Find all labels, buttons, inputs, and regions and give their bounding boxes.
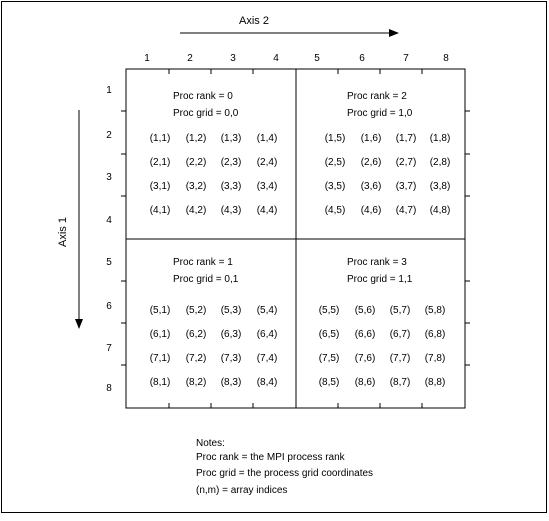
array-index-cell: (7,5) — [318, 353, 340, 364]
array-index-cell: (5,2) — [185, 305, 207, 316]
array-index-cell: (4,1) — [149, 205, 171, 216]
array-index-cell: (3,2) — [185, 181, 207, 192]
axis2-tick-label: 8 — [443, 53, 449, 64]
array-index-cell: (3,4) — [256, 181, 278, 192]
array-index-cell: (6,2) — [185, 329, 207, 340]
axis2-label: Axis 2 — [239, 15, 269, 27]
array-index-cell: (2,3) — [220, 157, 242, 168]
array-index-cell: (3,6) — [360, 181, 382, 192]
notes-line: (n,m) = array indices — [196, 485, 288, 496]
array-index-cell: (8,6) — [354, 377, 376, 388]
proc-grid-label: Proc grid = 0,0 — [173, 108, 239, 119]
array-index-cell: (8,1) — [149, 377, 171, 388]
axis1-tick-label: 3 — [106, 172, 112, 183]
axis1-tick-label: 6 — [106, 301, 112, 312]
array-index-cell: (2,2) — [185, 157, 207, 168]
array-index-cell: (2,7) — [395, 157, 417, 168]
axis1-tick-label: 2 — [106, 130, 112, 141]
array-index-cell: (1,4) — [256, 133, 278, 144]
array-index-cell: (3,8) — [429, 181, 451, 192]
array-index-cell: (7,8) — [424, 353, 446, 364]
axis2-tick-label: 6 — [359, 53, 365, 64]
array-index-cell: (4,6) — [360, 205, 382, 216]
array-index-cell: (8,7) — [389, 377, 411, 388]
array-index-cell: (4,3) — [220, 205, 242, 216]
array-index-cell: (1,1) — [149, 133, 171, 144]
array-index-cell: (4,7) — [395, 205, 417, 216]
array-index-cell: (4,5) — [324, 205, 346, 216]
axis1-tick-label: 4 — [106, 215, 112, 226]
array-index-cell: (5,7) — [389, 305, 411, 316]
array-index-cell: (5,4) — [256, 305, 278, 316]
array-index-cell: (8,2) — [185, 377, 207, 388]
proc-grid-label: Proc grid = 0,1 — [173, 274, 239, 285]
axis2-tick-labels — [144, 53, 449, 64]
array-index-cell: (1,5) — [324, 133, 346, 144]
array-index-cell: (1,6) — [360, 133, 382, 144]
array-index-cell: (4,4) — [256, 205, 278, 216]
axis1-tick-labels — [106, 85, 112, 394]
axis2-tick-label: 7 — [403, 53, 409, 64]
array-index-cell: (2,1) — [149, 157, 171, 168]
axis2-tick-label: 4 — [273, 53, 279, 64]
axis1-tick-label: 5 — [106, 257, 112, 268]
array-index-cell: (8,8) — [424, 377, 446, 388]
array-index-cell: (6,7) — [389, 329, 411, 340]
array-index-cell: (7,7) — [389, 353, 411, 364]
array-index-cell: (6,4) — [256, 329, 278, 340]
array-index-cell: (4,8) — [429, 205, 451, 216]
array-index-cell: (1,7) — [395, 133, 417, 144]
axis2-tick-label: 5 — [314, 53, 320, 64]
proc-grid-label: Proc grid = 1,0 — [347, 108, 413, 119]
array-index-cell: (6,5) — [318, 329, 340, 340]
array-index-cell: (4,2) — [185, 205, 207, 216]
array-index-cell: (2,5) — [324, 157, 346, 168]
array-index-cell: (2,6) — [360, 157, 382, 168]
array-index-cell: (7,1) — [149, 353, 171, 364]
quadrant-proc-3 — [319, 257, 446, 388]
axis2-tick-label: 2 — [187, 53, 193, 64]
array-index-cell: (3,5) — [324, 181, 346, 192]
array-index-cell: (8,3) — [220, 377, 242, 388]
array-index-cell: (3,7) — [395, 181, 417, 192]
array-index-cell: (7,4) — [256, 353, 278, 364]
array-index-cell: (2,8) — [429, 157, 451, 168]
notes-line: Proc rank = the MPI process rank — [196, 452, 345, 463]
array-index-cell: (7,2) — [185, 353, 207, 364]
array-index-cell: (5,5) — [318, 305, 340, 316]
array-index-cell: (5,1) — [149, 305, 171, 316]
array-index-cell: (3,3) — [220, 181, 242, 192]
array-index-cell: (1,8) — [429, 133, 451, 144]
array-index-cell: (1,2) — [185, 133, 207, 144]
array-index-cell: (3,1) — [149, 181, 171, 192]
array-index-cell: (7,3) — [220, 353, 242, 364]
array-index-cell: (6,6) — [354, 329, 376, 340]
proc-rank-label: Proc rank = 1 — [173, 257, 233, 268]
axis1-tick-label: 8 — [106, 383, 112, 394]
notes-title: Notes: — [196, 438, 225, 449]
quadrant-proc-1 — [325, 91, 451, 216]
array-index-cell: (6,3) — [220, 329, 242, 340]
array-index-cell: (8,4) — [256, 377, 278, 388]
notes-line: Proc grid = the process grid coordinates — [196, 468, 374, 479]
array-index-cell: (6,8) — [424, 329, 446, 340]
array-index-cell: (5,8) — [424, 305, 446, 316]
axis1-tick-label: 7 — [106, 343, 112, 354]
axis1-label: Axis 1 — [57, 217, 69, 247]
array-index-cell: (5,3) — [220, 305, 242, 316]
axis1-tick-label: 1 — [106, 85, 112, 96]
array-index-cell: (5,6) — [354, 305, 376, 316]
quadrant-proc-0 — [150, 91, 278, 216]
proc-rank-label: Proc rank = 3 — [347, 257, 407, 268]
axis2-tick-label: 3 — [230, 53, 236, 64]
array-index-cell: (6,1) — [149, 329, 171, 340]
array-index-cell: (2,4) — [256, 157, 278, 168]
proc-rank-label: Proc rank = 0 — [173, 91, 233, 102]
axis2-tick-label: 1 — [144, 53, 150, 64]
proc-grid-label: Proc grid = 1,1 — [347, 274, 413, 285]
array-index-cell: (7,6) — [354, 353, 376, 364]
array-index-cell: (1,3) — [220, 133, 242, 144]
proc-rank-label: Proc rank = 2 — [347, 91, 407, 102]
array-index-cell: (8,5) — [318, 377, 340, 388]
quadrant-proc-2 — [150, 257, 278, 388]
notes — [196, 438, 373, 496]
